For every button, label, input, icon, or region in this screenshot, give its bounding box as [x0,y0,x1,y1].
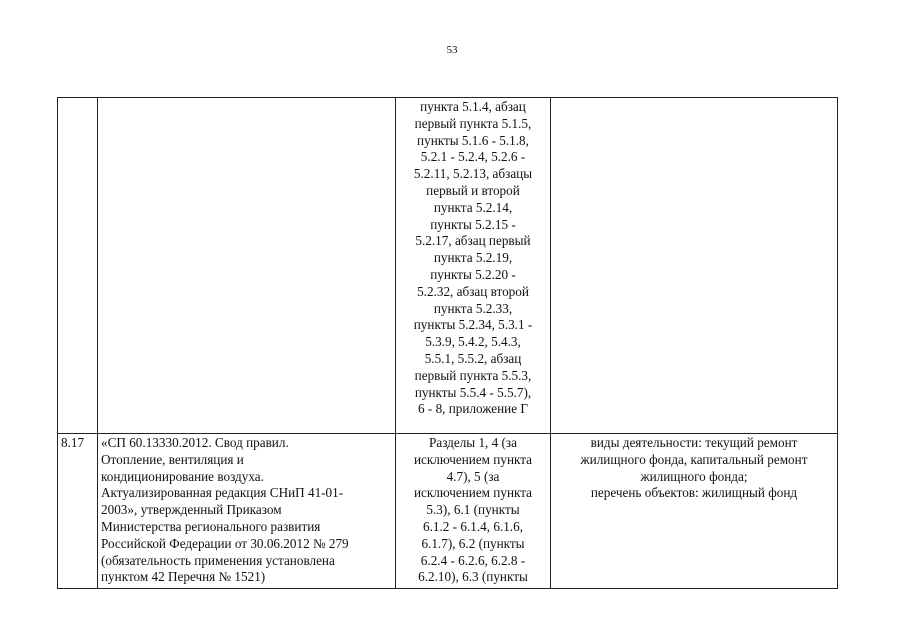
cell-line: 6.2.4 - 6.2.6, 6.2.8 - [420,552,526,568]
cell-line: первый и второй [426,182,520,198]
standards-table [57,97,838,589]
cell-line: 6.2.10), 6.3 (пункты [418,569,528,585]
cell-line: пункты 5.5.4 - 5.5.7), [414,384,532,400]
cell-line: Российской Федерации от 30.06.2012 № 279 [101,535,349,551]
cell-line: пункта 5.2.19, [433,250,513,266]
cell-line: пункты 5.2.20 - [430,266,516,282]
cell-line: 4.7), 5 (за [446,468,500,484]
cell-line: первый пункта 5.1.5, [414,115,532,131]
cell-line: 5.2.17, абзац первый [415,233,531,249]
cell-line: Отопление, вентиляция и [101,451,244,467]
table-row [58,434,838,589]
cell-line: пункта 5.2.33, [433,300,513,316]
cell-line: Актуализированная редакция СНиП 41-01- [101,485,344,501]
cell-line: 5.5.1, 5.5.2, абзац [424,350,522,366]
cell-line: 5.3.9, 5.4.2, 5.4.3, [425,334,521,350]
cell-line: 6 - 8, приложение Г [417,401,528,417]
clauses-cell [396,98,551,434]
table-row [58,98,838,434]
cell-line: первый пункта 5.5.3, [414,367,532,383]
cell-line: кондиционирование воздуха. [101,468,264,484]
row-number: 8.17 [58,434,98,589]
cell-line: 5.3), 6.1 (пункты [426,502,520,518]
cell-line: пункта 5.1.4, абзац [420,99,526,114]
cell-line: пункты 5.2.15 - [430,216,516,232]
cell-line: Министерства регионального развития [101,518,321,534]
cell-line: 6.1.7), 6.2 (пункты [421,535,525,551]
clauses-cell [396,434,551,589]
cell-line: исключением пункта [413,451,533,467]
cell-line: «СП 60.13330.2012. Свод правил. [101,435,289,450]
page-number: 53 [446,44,458,56]
cell-line: Разделы 1, 4 (за [429,435,517,450]
cell-line: виды деятельности: текущий ремонт [590,435,798,450]
cell-line: пункта 5.2.14, [433,199,513,215]
document-cell [98,98,396,434]
scope-cell [551,98,838,434]
cell-line: жилищного фонда; [640,468,748,484]
cell-line: перечень объектов: жилищный фонд [590,485,798,501]
cell-line: пункты 5.1.6 - 5.1.8, [417,132,529,148]
cell-line: (обязательность применения установлена [101,552,335,568]
cell-line: 5.2.1 - 5.2.4, 5.2.6 - [420,149,526,165]
row-number [58,98,98,434]
scope-cell [551,434,838,589]
document-cell [98,434,396,589]
cell-line: 2003», утвержденный Приказом [101,502,282,518]
cell-line: пункты 5.2.34, 5.3.1 - [413,317,533,333]
cell-line: пунктом 42 Перечня № 1521) [101,569,266,585]
cell-line: 5.2.32, абзац второй [417,283,529,299]
cell-line: жилищного фонда, капитальный ремонт [580,451,808,467]
cell-line: 6.1.2 - 6.1.4, 6.1.6, [422,518,523,534]
cell-line: исключением пункта [413,485,533,501]
cell-line: 5.2.11, 5.2.13, абзацы [413,166,533,182]
